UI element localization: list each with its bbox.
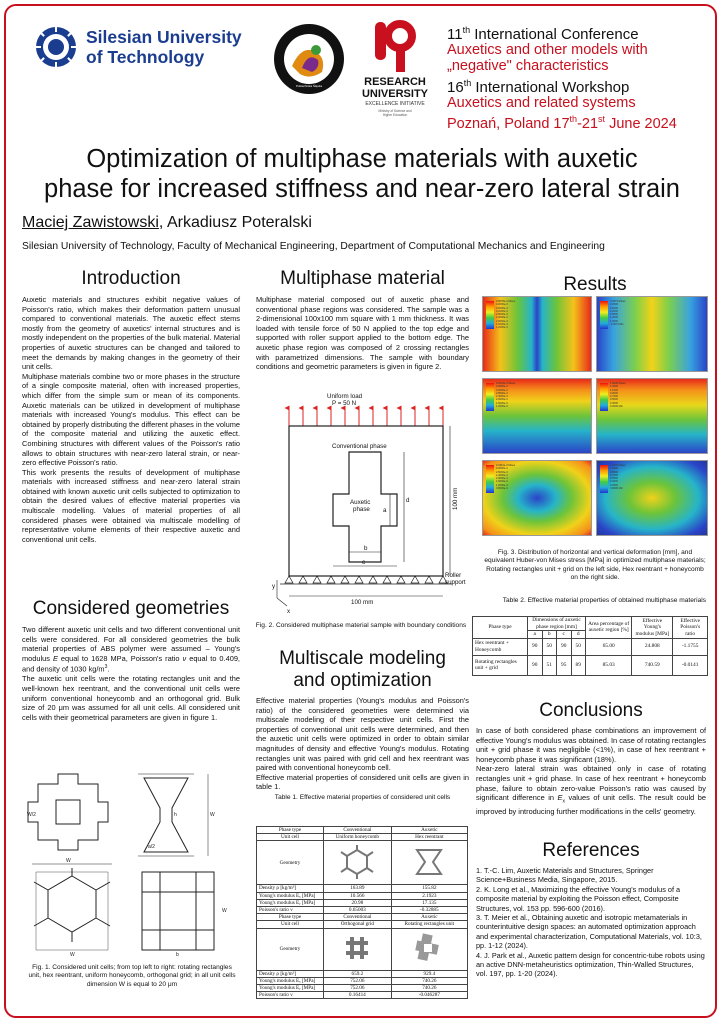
ru-line1: RESEARCH <box>364 76 426 88</box>
grid-thumb-icon <box>340 931 374 965</box>
multiscale-paragraph-2: Effective material properties of considered unit cells are given in table 1. <box>256 772 469 792</box>
introduction-heading: Introduction <box>81 268 181 289</box>
figure-1-caption: Fig. 1. Considered unit cells; from top left to right: rotating rectangles unit, hex reentrant, uniform honeycomb, orthogonal grid; in all unit cells dimension W is equal to 20 μm <box>28 964 236 988</box>
geometries-heading: Considered geometries <box>32 598 230 619</box>
table-1-caption: Table 1. Effective material properties of considered unit cells <box>274 793 451 801</box>
load-label-1: Uniform load <box>327 393 363 400</box>
table-2-caption: Table 2. Effective material properties of obtained multiphase materials <box>502 597 706 604</box>
affiliation: Silesian University of Technology, Faculty of Mechanical Engineering, Department of Computational Mechanics and Engineering <box>22 241 605 252</box>
sim-ux-right: 3.3573 Mises 3.0000 2.6000 2.2000 1.8000 1.4000 1.0000 -0.3573 Min <box>596 296 708 372</box>
dim-a: a <box>383 507 387 514</box>
rotating-rect-thumb-icon <box>412 931 446 965</box>
label-W-1: W <box>66 858 71 864</box>
label-a2: a/2 <box>148 844 155 850</box>
figure-3-caption: Fig. 3. Distribution of horizontal and vertical deformation [mm], and equivalent Huber-von Mises stress [MPa] in optimized multiphase materials; Rotating rectangles unit + grid on the left side, Hex reentrant + honeycomb on the right side. <box>484 549 706 582</box>
dim-b: b <box>364 545 368 552</box>
auxetic-label-1: Auxetic <box>350 499 371 506</box>
figure-2-caption: Fig. 2. Considered multiphase material sample with boundary conditions <box>255 622 467 629</box>
reference-item: 4. J. Park et al., Auxetic pattern design for concentric-tube robots using an active DNN-metaheuristics optimization, Thin-Walled Structures, vol. 197, pp. 1-20 (2024). <box>476 950 705 979</box>
conventional-label: Conventional phase <box>332 443 387 450</box>
load-arrows <box>289 408 443 426</box>
reference-item: 3. T. Meier et al., Obtaining auxetic and isotropic metamaterials in counterintuitive design spaces: an automated optimization approach and experimental characterization, Computational Materials, vol. 10:3, pp. 1-12 (2024). <box>476 913 702 951</box>
multiscale-paragraph-1: Effective material properties (Young's modulus and Poisson's ratio) of the considered geometries were determined via multiscale modeling of their respective unit cells. First the properties of conventional unit cells were determined, and then the auxetic unit cells were optimized in order to obtain similar magnitudes of density and effective Young's modulus. Rotating rectangles unit was paired with grid cell and hex reentrant was paired with conventional honeycomb cell. <box>256 696 469 773</box>
rotating-rectangles-cell <box>28 774 112 864</box>
sut-name-line2: of Technology <box>86 47 205 67</box>
col-1 <box>22 268 240 544</box>
intro-paragraph-3: This work presents the results of development of multiphase materials with increased stiffness and near-zero lateral strain obtained with known auxetic unit cells subjected to optimization to obtain the desired values of effective material properties via multiscale modelling. Values of material properties of all considered phases were obtained via multiscale modelling of representative volume elements of their respective auxetic and conventional unit cells. <box>22 467 240 544</box>
label-W-3: W <box>70 952 75 958</box>
research-university-logo <box>352 20 438 130</box>
author-2: Arkadiusz Poteralski <box>166 214 312 231</box>
workshop-theme: Auxetics and related systems <box>447 95 636 111</box>
orthogonal-grid-cell <box>142 872 214 950</box>
multiscale-heading: Multiscale modeling and optimization <box>279 648 446 691</box>
conference-theme-2: „negative" characteristics <box>447 57 609 74</box>
references-heading: References <box>542 840 640 861</box>
sut-emblem-icon <box>34 25 78 69</box>
results-maps <box>482 296 708 536</box>
sim-ux-left: 3.8578e-3 Mises 4.0000e-3 3.6000e-3 3.2000e-3 2.8000e-3 2.4000e-3 2.0000e-3 1.6000e-3 1.2000e-3 <box>482 296 592 372</box>
multiphase-paragraph: Multiphase material composed out of auxetic phase and conventional phase regions was considered. The sample was a 2-dimensional 100x100 mm square with 1 mm thickness. It was loaded with tensile force of 50 N applied to the top edge and supported with roller support applied to the bottom edge. The auxetic phase region was composed of 2 crossing rectangles with parametrized dimensions. The sample with boundary conditions and geometric parameters is given in figure 2. <box>256 295 469 372</box>
sim-uy-left: 3.0243e-3 Mises 3.6000e-3 3.2000e-3 2.8000e-3 2.4000e-3 2.0000e-3 1.6000e-3 1.2000e-3 <box>482 378 592 454</box>
roller-supports <box>280 576 452 584</box>
dim-side: 100 mm <box>452 487 459 510</box>
table-2: Phase type Dimensions of auxetic phase region [mm] Area percentage of auxetic region [%] Effective Young's modulus [MPa] Effective Poisson's ratio a b c d Hex reentrant + Honeycomb 90 50 90 50 65.00 24.808 -1.1755 Rotating rectangles unit + grid 90 51 95 89 85.03 740.59 -0.0141 <box>472 616 708 676</box>
references-list <box>476 866 706 979</box>
uniform-honeycomb-cell <box>34 868 110 950</box>
sut-name-line1: Silesian University <box>86 27 242 47</box>
ru-line2: UNIVERSITY <box>361 88 428 100</box>
sim-mises-left: 3.3461e-3 Mises 3.2000e-3 2.8000e-3 2.4000e-3 2.0000e-3 1.6000e-3 1.2000e-3 0.8000e-3 <box>482 460 592 536</box>
references-section <box>476 840 706 979</box>
dim-c: c <box>362 559 366 566</box>
unit-cells-diagram <box>26 768 238 958</box>
honeycomb-thumb-icon <box>339 844 375 880</box>
geometries-section <box>22 598 240 722</box>
ru-logo-icon <box>372 20 416 72</box>
table-2-row: Rotating rectangles unit + grid 90 51 95 89 85.03 740.59 -0.0141 <box>473 655 708 675</box>
workshop-line: 16th International Workshop <box>447 78 630 96</box>
roller-label-2: support <box>445 579 466 586</box>
intro-paragraph-2: Multiphase materials combine two or more phases in the structure of a single composite material, often with increased properties, which differ from the simple sum or mean of its components. Auxetic materials can be utilized in development of multiphase materials with increased Young's modulus. This effect can be obtained by properly distributing the different phases in the volume of the composite material and utilizing the auxetic effect. Combining structures with different values of the Poisson's ratio allows to obtain structures with near-zero lateral strain, or near-zero effective Poisson's ratio. <box>22 371 240 468</box>
conclusions-paragraph-1: In case of both considered phase combinations an improvement of effective Young's modulus was obtained. In case of rotating rectangles unit + grid phase it was negligible (<1%), in case of hex reentrant + honeycomb phase it was significant (18%). <box>476 726 706 764</box>
label-b: b <box>176 952 179 958</box>
axis-y: y <box>272 583 276 590</box>
label-W2: W/2 <box>27 812 36 818</box>
author-1: Maciej Zawistowski <box>22 214 159 231</box>
sample-diagram <box>252 390 470 615</box>
col-2 <box>256 268 469 372</box>
conclusions-heading: Conclusions <box>539 700 643 721</box>
reference-item: 1. T.-C. Lim, Auxetic Materials and Structures, Springer Science+Business Media, Singapore, 2015. <box>476 866 654 885</box>
conference-line: 11th International Conference <box>447 25 639 43</box>
authors: Maciej Zawistowski, Arkadiusz Poteralski <box>22 214 312 231</box>
intro-paragraph-1: Auxetic materials and structures exhibit negative values of Poisson's ratio, which makes their deformation pattern unusual compared to conventional materials. The auxetic effect stems mostly from the geometry of auxetics' internal structures and is mostly independent on the properties of the bulk material. Material properties of auxetic structures can be changed and tailored to meet the demands by making changes in the geometry of their unit cells. <box>22 295 240 372</box>
conclusions-paragraph-2: Near-zero lateral strain was obtained only in case of rotating rectangles unit + grid phase. In case of hex reentrant + honeycomb phase, failure to obtain zero-value Poisson's ratio was caused by significant difference in $E_x$ values of unit cells. The result could be improved by introducing further modifications in the cells' geometry. <box>476 764 706 817</box>
conference-theme-1: Auxetics and other models with <box>447 42 648 58</box>
geometries-paragraph-2: The auxetic unit cells were the rotating rectangles unit and the well-known hex reentrant, and the conventional unit cells were uniform conventional honeycomb and an orthogonal grid. Bulk size of 20 μm was assumed for all unit cells. All considered unit cells with their geometrical parameters are given in figure 1. <box>22 674 240 722</box>
conference-seal <box>272 22 346 96</box>
table-2-row: Hex reentrant + Honeycomb 90 50 90 50 65.00 24.808 -1.1755 <box>473 638 708 655</box>
conference-info <box>447 22 712 132</box>
reference-item: 2. K. Long et al., Maximizing the effective Young's modulus of a composite material by exploiting the Poisson effect, Composite Structures, vol. 153 pp. 596-600 (2016). <box>476 884 681 913</box>
conclusions-section <box>476 700 706 817</box>
label-W-2: W <box>210 812 215 818</box>
reentrant-thumb-icon <box>411 844 447 880</box>
ru-line4: Ministry of Science and Higher Education <box>378 109 412 117</box>
sim-mises-right: 1.1579 Mises 1.0000 0.8500 0.7000 0.5500 0.4000 0.2500 0.0000 Min <box>596 460 708 536</box>
sim-uy-right: 1.5048 Mises 1.3000 1.1000 0.9000 0.7000 0.5000 0.3000 0.0000 Min <box>596 378 708 454</box>
axis-x: x <box>287 608 291 615</box>
label-h: h <box>174 812 177 818</box>
table-1: Phase type Conventional Auxetic Unit cell Uniform honeycomb Hex reentrant Geometry Density ρ [kg/m³] 163.89 155.82 Young's modulus Eₓ [MPa] 10.566 2.1923 Young's modulus Eᵧ [MPa] 20.98 17.135 Poisson's ratio ν 0.65003 -0.32885 Phase type Conventional Auxetic Unit cell Orthogonal grid Rotating rectangles unit Geometry Density ρ [kg/m³] 659.2 929.4 Young's modulus Eₓ [MPa] 752.06 740.26 Young's modulus Eᵧ [MPa] 752.06 740.26 Poisson's ratio ν 0.16414 -0.046287 <box>256 826 468 999</box>
multiphase-heading: Multiphase material <box>280 268 445 289</box>
place-date: Poznań, Poland 17th-21st June 2024 <box>447 113 677 132</box>
ru-line3: EXCELLENCE INITIATIVE <box>365 101 425 107</box>
sut-logo <box>34 25 264 67</box>
geometries-paragraph-1: Two different auxetic unit cells and two different conventional unit cells were considered. For all considered geometries the bulk material properties of ABS polymer were assumed – Young's modulus E equal to 1628 MPa, Poisson's ratio ν equal to 0.409, and density of 1030 $kg/m^3$. <box>22 625 240 674</box>
load-label-2: P = 50 N <box>332 400 357 407</box>
label-W-4: W <box>222 908 227 914</box>
dim-bottom: 100 mm <box>351 599 374 606</box>
dim-d: d <box>406 497 410 504</box>
roller-label-1: Roller <box>445 572 462 579</box>
poster-title <box>18 144 706 204</box>
title-line-2: phase for increased stiffness and near-zero lateral strain <box>44 175 680 203</box>
multiscale-section <box>256 648 469 802</box>
results-heading: Results <box>563 274 627 295</box>
figure-1 <box>26 768 238 993</box>
auxetic-label-2: phase <box>353 506 370 513</box>
seal-label: Politechnika Śląska <box>295 84 322 88</box>
title-line-1: Optimization of multiphase materials with auxetic <box>86 145 638 173</box>
figure-2 <box>252 390 470 645</box>
